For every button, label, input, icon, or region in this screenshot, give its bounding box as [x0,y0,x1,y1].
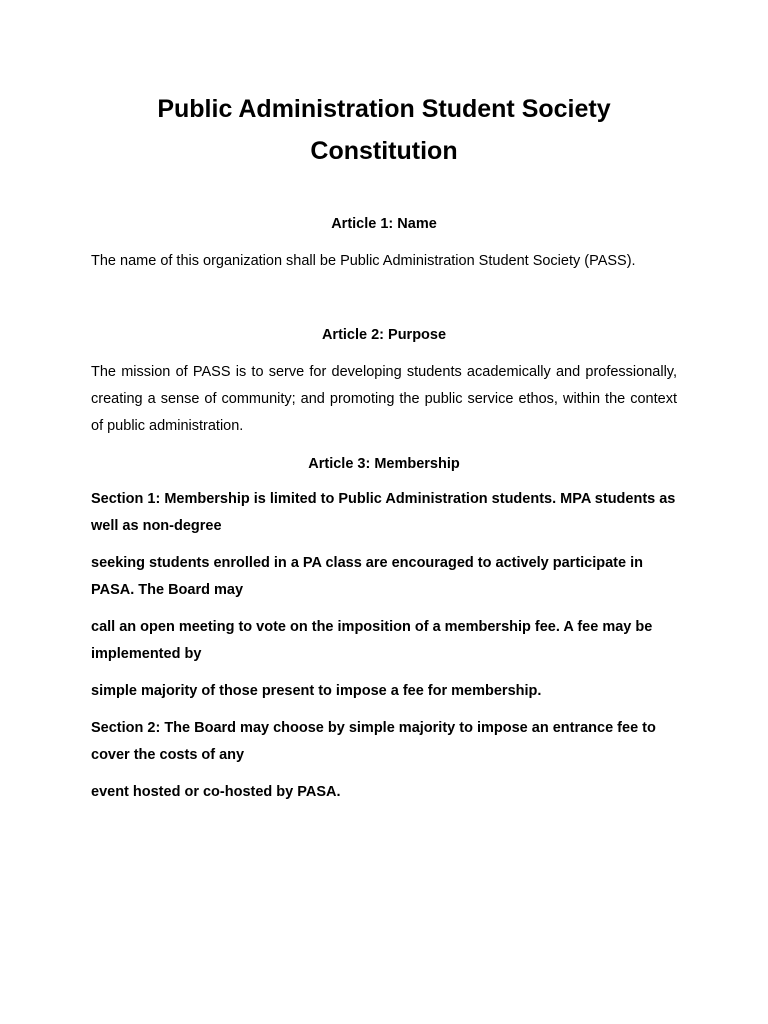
article-3-paragraph-4: simple majority of those present to impose a fee for membership. [91,683,542,699]
article-3-paragraph-2: seeking students enrolled in a PA class are encouraged to actively participate in PASA. The Board may [91,555,643,598]
article-1-text: The name of this organization shall be Public Administration Student Society (PASS). [91,253,636,269]
document-title-line-1: Public Administration Student Society [157,95,611,123]
article-3-paragraph-6: event hosted or co-hosted by PASA. [91,784,341,800]
article-1-heading: Article 1: Name [331,216,437,232]
article-3-paragraph-3: call an open meeting to vote on the imposition of a membership fee. A fee may be implemented by [91,619,653,662]
document-title-line-2: Constitution [310,137,458,165]
article-3-paragraph-1: Section 1: Membership is limited to Public Administration students. MPA students as well as non-degree [91,491,676,534]
article-2-text: The mission of PASS is to serve for developing students academically and professionally, creating a sense of community; and promoting the public service ethos, within the context of public administration. [91,364,677,434]
article-3-heading: Article 3: Membership [308,456,460,472]
article-3-paragraph-5: Section 2: The Board may choose by simple majority to impose an entrance fee to cover the costs of any [91,720,656,763]
article-2-heading: Article 2: Purpose [321,327,447,343]
